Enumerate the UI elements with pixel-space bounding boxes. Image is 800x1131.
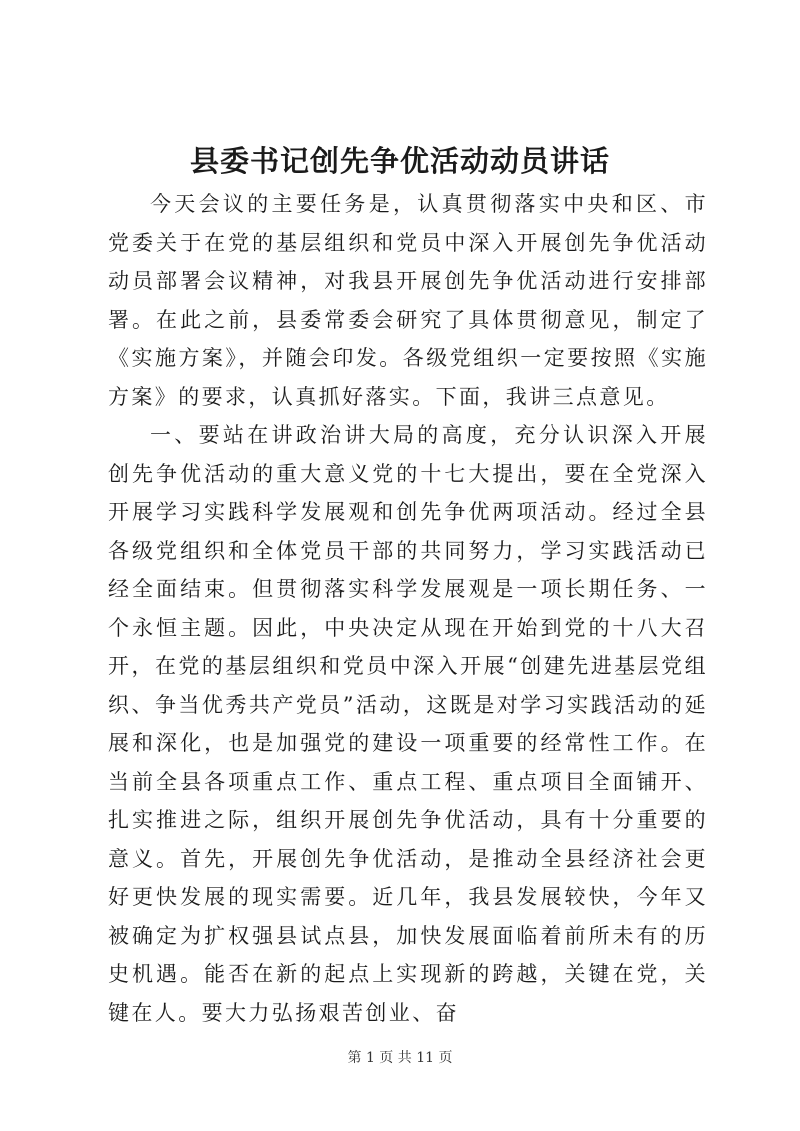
paragraph-section-one: 一、要站在讲政治讲大局的高度，充分认识深入开展创先争优活动的重大意义党的十七大提出，要在全党深入开展学习实践科学发展观和创先争优两项活动。经过全县各级党组织和全体党员干部的共同努力，学习实践活动已经全面结束。但贯彻落实科学发展观是一项长期任务、一个永恒主题。因此，中央决定从现在开始到党的十八大召开，在党的基层组织和党员中深入开展“创建先进基层党组织、争当优秀共产党员”活动，这既是对学习实践活动的延展和深化，也是加强党的建设一项重要的经常性工作。在当前全县各项重点工作、重点工程、重点项目全面铺开、扎实推进之际，组织开展创先争优活动，具有十分重要的意义。首先，开展创先争优活动，是推动全县经济社会更好更快发展的现实需要。近几年，我县发展较快，今年又被确定为扩权强县试点县，加快发展面临着前所未有的历史机遇。能否在新的起点上实现新的跨越，关键在党，关键在人。要大力弘扬艰苦创业、奋	[108, 423, 708, 1025]
page-number: 第 1 页 共 11 页	[347, 1050, 453, 1066]
paragraph-intro: 今天会议的主要任务是，认真贯彻落实中央和区、市党委关于在党的基层组织和党员中深入开展创先争优活动动员部署会议精神，对我县开展创先争优活动进行安排部署。在此之前，县委常委会研究了具体贯彻意见，制定了《实施方案》，并随会印发。各级党组织一定要按照《实施方案》的要求，认真抓好落实。下面，我讲三点意见。	[108, 192, 708, 409]
document-body	[108, 185, 708, 1032]
document-title: 县委书记创先争优活动动员讲话	[189, 144, 610, 178]
